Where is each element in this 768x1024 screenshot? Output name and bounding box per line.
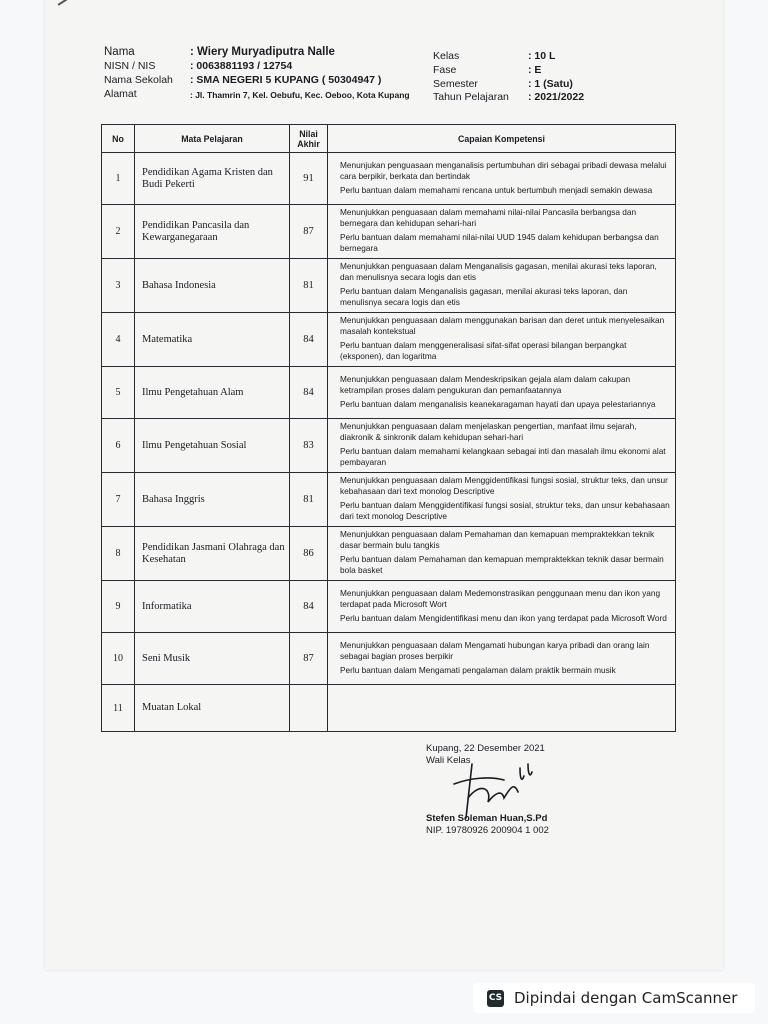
final-score: 86 xyxy=(290,527,328,581)
subject-name: Bahasa Inggris xyxy=(135,473,290,527)
label-nama: Nama xyxy=(104,46,135,58)
competency-needs-help: Perlu bantuan dalam Pemahaman dan kemapuan mempraktekkan teknik dasar bermain bola basket xyxy=(340,554,664,575)
subject-name: Informatika xyxy=(135,581,290,633)
final-score: 81 xyxy=(290,473,328,527)
camscanner-text: Dipindai dengan CamScanner xyxy=(514,989,738,1007)
final-score: 83 xyxy=(290,419,328,473)
row-number: 7 xyxy=(102,473,135,527)
competency-cell xyxy=(328,153,676,205)
competency-cell xyxy=(328,259,676,313)
label-semester: Semester xyxy=(433,78,478,90)
grades-table xyxy=(101,124,676,732)
competency-cell xyxy=(328,581,676,633)
final-score: 91 xyxy=(290,153,328,205)
table-row xyxy=(102,205,676,259)
place-date: Kupang, 22 Desember 2021 xyxy=(426,743,545,754)
final-score: 84 xyxy=(290,367,328,419)
table-row xyxy=(102,685,676,732)
competency-needs-help: Perlu bantuan dalam Mengidentifikasi menu dan ikon yang terdapat pada Microsoft Word xyxy=(340,612,667,623)
competency-achievement: Menunjukkan penguasaan dalam Pemahaman dan kemapuan mempraktekkan teknik dasar bermain bulu tangkis xyxy=(340,529,655,550)
header-no: No xyxy=(102,125,135,153)
grade-rows xyxy=(102,153,676,732)
signer-name: Stefen Soleman Huan,S.Pd xyxy=(426,813,548,824)
subject-name: Seni Musik xyxy=(135,633,290,685)
table-row xyxy=(102,633,676,685)
table-row xyxy=(102,419,676,473)
subject-name: Pendidikan Pancasila dan Kewarganegaraan xyxy=(135,205,290,259)
label-alamat: Alamat xyxy=(104,88,137,100)
competency-achievement: Menunjukkan penguasaan dalam memahami nilai-nilai Pancasila berbangsa dan bernegara dan kehidupan sehari-hari xyxy=(340,207,637,228)
competency-cell xyxy=(328,527,676,581)
row-number: 6 xyxy=(102,419,135,473)
competency-needs-help: Perlu bantuan dalam memahami nilai-nilai UUD 1945 dalam kehidupan berbangsa dan bernegara xyxy=(340,232,659,253)
competency-achievement: Menunjukkan penguasaan dalam Medemonstrasikan penggunaan menu dan ikon yang terdapat pada Microsoft Wort xyxy=(340,587,661,609)
camscanner-logo-icon: CS xyxy=(487,990,504,1007)
final-score xyxy=(290,685,328,732)
competency-achievement: Menunjukkan penguasaan dalam Mengamati hubungan karya pribadi dan orang lain sebagai bagian proses berpikir xyxy=(340,639,650,661)
competency-cell xyxy=(328,205,676,259)
competency-needs-help: Perlu bantuan dalam menganalisis keanekaragaman hayati dan upaya pelestariannya xyxy=(340,398,656,409)
value-semester: : 1 (Satu) xyxy=(528,78,573,90)
competency-achievement: Menunjukkan penguasaan dalam menggunakan barisan dan deret untuk menyelesaikan masalah kontekstual xyxy=(340,315,665,336)
label-tahun: Tahun Pelajaran xyxy=(433,91,509,103)
competency-achievement: Menunjukan penguasaan menganalisis pertumbuhan diri sebagai pribadi dewasa melalui cara berpikir, berkata dan bertindak xyxy=(340,159,667,181)
competency-achievement: Menunjukkan penguasaan dalam menjelaskan pengertian, manfaat ilmu sejarah, diakronik & sinkronik dalam kehidupan sehari-hari xyxy=(340,421,637,442)
final-score: 81 xyxy=(290,259,328,313)
table-row xyxy=(102,581,676,633)
row-number: 11 xyxy=(102,685,135,732)
label-fase: Fase xyxy=(433,64,457,76)
subject-name: Pendidikan Agama Kristen dan Budi Pekerti xyxy=(135,153,290,205)
competency-cell xyxy=(328,419,676,473)
row-number: 4 xyxy=(102,313,135,367)
value-nama: : Wiery Muryadiputra Nalle xyxy=(190,46,335,58)
subject-name: Bahasa Indonesia xyxy=(135,259,290,313)
value-alamat: : Jl. Thamrin 7, Kel. Oebufu, Kec. Oeboo, Kota Kupang xyxy=(190,90,410,100)
competency-cell xyxy=(328,313,676,367)
row-number: 9 xyxy=(102,581,135,633)
final-score: 87 xyxy=(290,205,328,259)
table-row xyxy=(102,313,676,367)
table-row xyxy=(102,259,676,313)
competency-needs-help: Perlu bantuan dalam memahami rencana untuk bertumbuh menjadi semakin dewasa xyxy=(340,184,653,195)
competency-needs-help: Perlu bantuan dalam Menganalisis gagasan, menilai akurasi teks laporan, dan menulisnya secara logis dan etis xyxy=(340,286,628,307)
value-sekolah: : SMA NEGERI 5 KUPANG ( 50304947 ) xyxy=(190,74,382,86)
subject-name: Muatan Lokal xyxy=(135,685,290,732)
label-sekolah: Nama Sekolah xyxy=(104,74,173,86)
final-score: 84 xyxy=(290,313,328,367)
competency-needs-help: Perlu bantuan dalam Menggidentifikasi fungsi sosial, struktur teks, dan unsur kebahasaan dari text monolog Descriptive xyxy=(340,500,670,521)
competency-achievement: Menunjukkan penguasaan dalam Mendeskripsikan gejala alam dalam cakupan ketrampilan proses dalam pengukuran dan pemanfaatannya xyxy=(340,373,631,395)
subject-name: Pendidikan Jasmani Olahraga dan Kesehatan xyxy=(135,527,290,581)
competency-needs-help: Perlu bantuan dalam menggeneralisasi sifat-sifat operasi bilangan berpangkat (eksponen), dan logaritma xyxy=(340,340,627,361)
value-fase: : E xyxy=(528,64,542,76)
competency-achievement: Menunjukkan penguasaan dalam Menggidentifikasi fungsi sosial, struktur teks, dan unsur kebahasaan dari text monolog Descriptive xyxy=(340,475,668,496)
competency-cell xyxy=(328,685,676,732)
table-row xyxy=(102,153,676,205)
row-number: 1 xyxy=(102,153,135,205)
subject-name: Ilmu Pengetahuan Alam xyxy=(135,367,290,419)
signer-role: Wali Kelas xyxy=(426,755,471,766)
table-row xyxy=(102,527,676,581)
label-nisn: NISN / NIS xyxy=(104,60,156,72)
value-kelas: : 10 L xyxy=(528,50,556,62)
header-score: Nilai Akhir xyxy=(290,125,328,153)
subject-name: Ilmu Pengetahuan Sosial xyxy=(135,419,290,473)
competency-needs-help: Perlu bantuan dalam Mengamati pengalaman dalam praktik bermain musik xyxy=(340,664,616,675)
table-header-row xyxy=(102,125,676,153)
competency-needs-help: Perlu bantuan dalam memahami kelangkaan sebagai inti dan masalah ilmu ekonomi alat pembayaran xyxy=(340,446,666,467)
competency-achievement: Menunjukkan penguasaan dalam Menganalisis gagasan, menilai akurasi teks laporan, dan menulisnya secara logis dan etis xyxy=(340,261,657,282)
competency-cell xyxy=(328,473,676,527)
signer-nip: NIP. 19780926 200904 1 002 xyxy=(426,825,549,836)
subject-name: Matematika xyxy=(135,313,290,367)
row-number: 3 xyxy=(102,259,135,313)
row-number: 2 xyxy=(102,205,135,259)
row-number: 10 xyxy=(102,633,135,685)
label-kelas: Kelas xyxy=(433,50,460,62)
header-competency: Capaian Kompetensi xyxy=(328,125,676,153)
competency-cell xyxy=(328,367,676,419)
value-nisn: : 0063881193 / 12754 xyxy=(190,60,293,72)
table-row xyxy=(102,367,676,419)
final-score: 87 xyxy=(290,633,328,685)
final-score: 84 xyxy=(290,581,328,633)
table-row xyxy=(102,473,676,527)
handwritten-signature xyxy=(440,752,550,822)
row-number: 8 xyxy=(102,527,135,581)
camscanner-watermark xyxy=(473,983,755,1013)
row-number: 5 xyxy=(102,367,135,419)
competency-cell xyxy=(328,633,676,685)
header-subject: Mata Pelajaran xyxy=(135,125,290,153)
value-tahun: : 2021/2022 xyxy=(528,91,585,103)
